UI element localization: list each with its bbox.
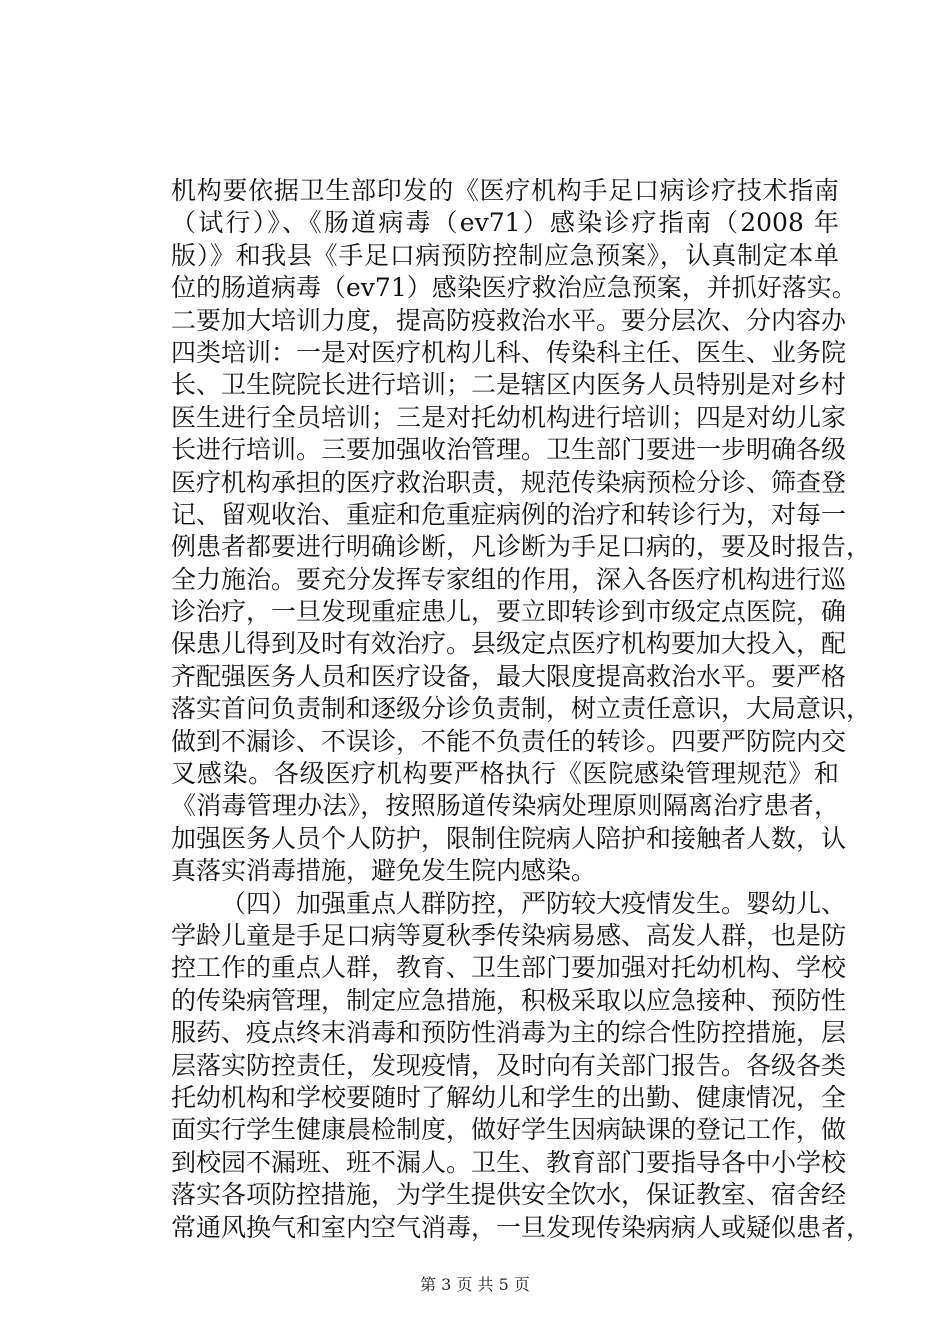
text-line: 二要加大培训力度，提高防疫救治水平。要分层次、分内容办 xyxy=(171,305,847,335)
text-line: 学龄儿童是手足口病等夏秋季传染病易感、高发人群，也是防 xyxy=(171,920,847,950)
body-text xyxy=(171,175,872,1244)
text-line: 齐配强医务人员和医疗设备，最大限度提高救治水平。要严格 xyxy=(171,661,847,691)
text-line: 控工作的重点人群，教育、卫生部门要加强对托幼机构、学校 xyxy=(171,953,847,983)
text-line: 加强医务人员个人防护，限制住院病人陪护和接触者人数，认 xyxy=(171,823,847,853)
text-line: 例患者都要进行明确诊断，凡诊断为手足口病的，要及时报告， xyxy=(171,532,872,562)
text-line: 服药、疫点终末消毒和预防性消毒为主的综合性防控措施，层 xyxy=(171,1018,847,1048)
text-line: 常通风换气和室内空气消毒，一旦发现传染病病人或疑似患者， xyxy=(171,1212,872,1242)
text-line: 的传染病管理，制定应急措施，积极采取以应急接种、预防性 xyxy=(171,985,847,1015)
text-line: 托幼机构和学校要随时了解幼儿和学生的出勤、健康情况，全 xyxy=(171,1082,847,1112)
text-line: 叉感染。各级医疗机构要严格执行《医院感染管理规范》和 xyxy=(171,759,839,789)
text-line: 位的肠道病毒（ev71）感染医疗救治应急预案，并抓好落实。 xyxy=(171,273,857,303)
text-line: 版）》和我县《手足口病预防控制应急预案》，认真制定本单 xyxy=(171,240,839,270)
text-line: 医生进行全员培训；三是对托幼机构进行培训；四是对幼儿家 xyxy=(171,402,847,432)
text-line: 四类培训：一是对医疗机构儿科、传染科主任、医生、业务院 xyxy=(171,337,847,367)
text-line: 落实首问负责制和逐级分诊负责制，树立责任意识，大局意识， xyxy=(171,694,872,724)
text-line: 记、留观收治、重症和危重症病例的治疗和转诊行为，对每一 xyxy=(171,499,847,529)
text-line: 《消毒管理办法》，按照肠道传染病处理原则隔离治疗患者， xyxy=(171,791,839,821)
text-line: 面实行学生健康晨检制度，做好学生因病缺课的登记工作，做 xyxy=(171,1115,847,1145)
text-line: 落实各项防控措施，为学生提供安全饮水，保证教室、宿舍经 xyxy=(171,1180,847,1210)
text-line: 诊治疗，一旦发现重症患儿，要立即转诊到市级定点医院，确 xyxy=(171,597,847,627)
paragraph-heading-line: （四）加强重点人群防控，严防较大疫情发生。婴幼儿、 xyxy=(221,888,847,918)
text-line: 保患儿得到及时有效治疗。县级定点医疗机构要加大投入，配 xyxy=(171,629,847,659)
text-line: 长、卫生院院长进行培训；二是辖区内医务人员特别是对乡村 xyxy=(171,370,847,400)
text-line: 做到不漏诊、不误诊，不能不负责任的转诊。四要严防院内交 xyxy=(171,726,847,756)
page-footer: 第 3 页 共 5 页 xyxy=(420,1275,530,1294)
text-line: （试行）》、《肠道病毒（ev71）感染诊疗指南（2008 年 xyxy=(171,208,839,238)
text-line: 层落实防控责任，发现疫情，及时向有关部门报告。各级各类 xyxy=(171,1050,847,1080)
text-line: 机构要依据卫生部印发的《医疗机构手足口病诊疗技术指南 xyxy=(171,176,839,205)
text-line: 到校园不漏班、班不漏人。卫生、教育部门要指导各中小学校 xyxy=(171,1147,847,1177)
text-line: 全力施治。要充分发挥专家组的作用，深入各医疗机构进行巡 xyxy=(171,564,847,594)
text-line: 长进行培训。三要加强收治管理。卫生部门要进一步明确各级 xyxy=(171,435,847,465)
text-line: 医疗机构承担的医疗救治职责，规范传染病预检分诊、筛查登 xyxy=(171,467,847,497)
text-line: 真落实消毒措施，避免发生院内感染。 xyxy=(171,856,597,886)
